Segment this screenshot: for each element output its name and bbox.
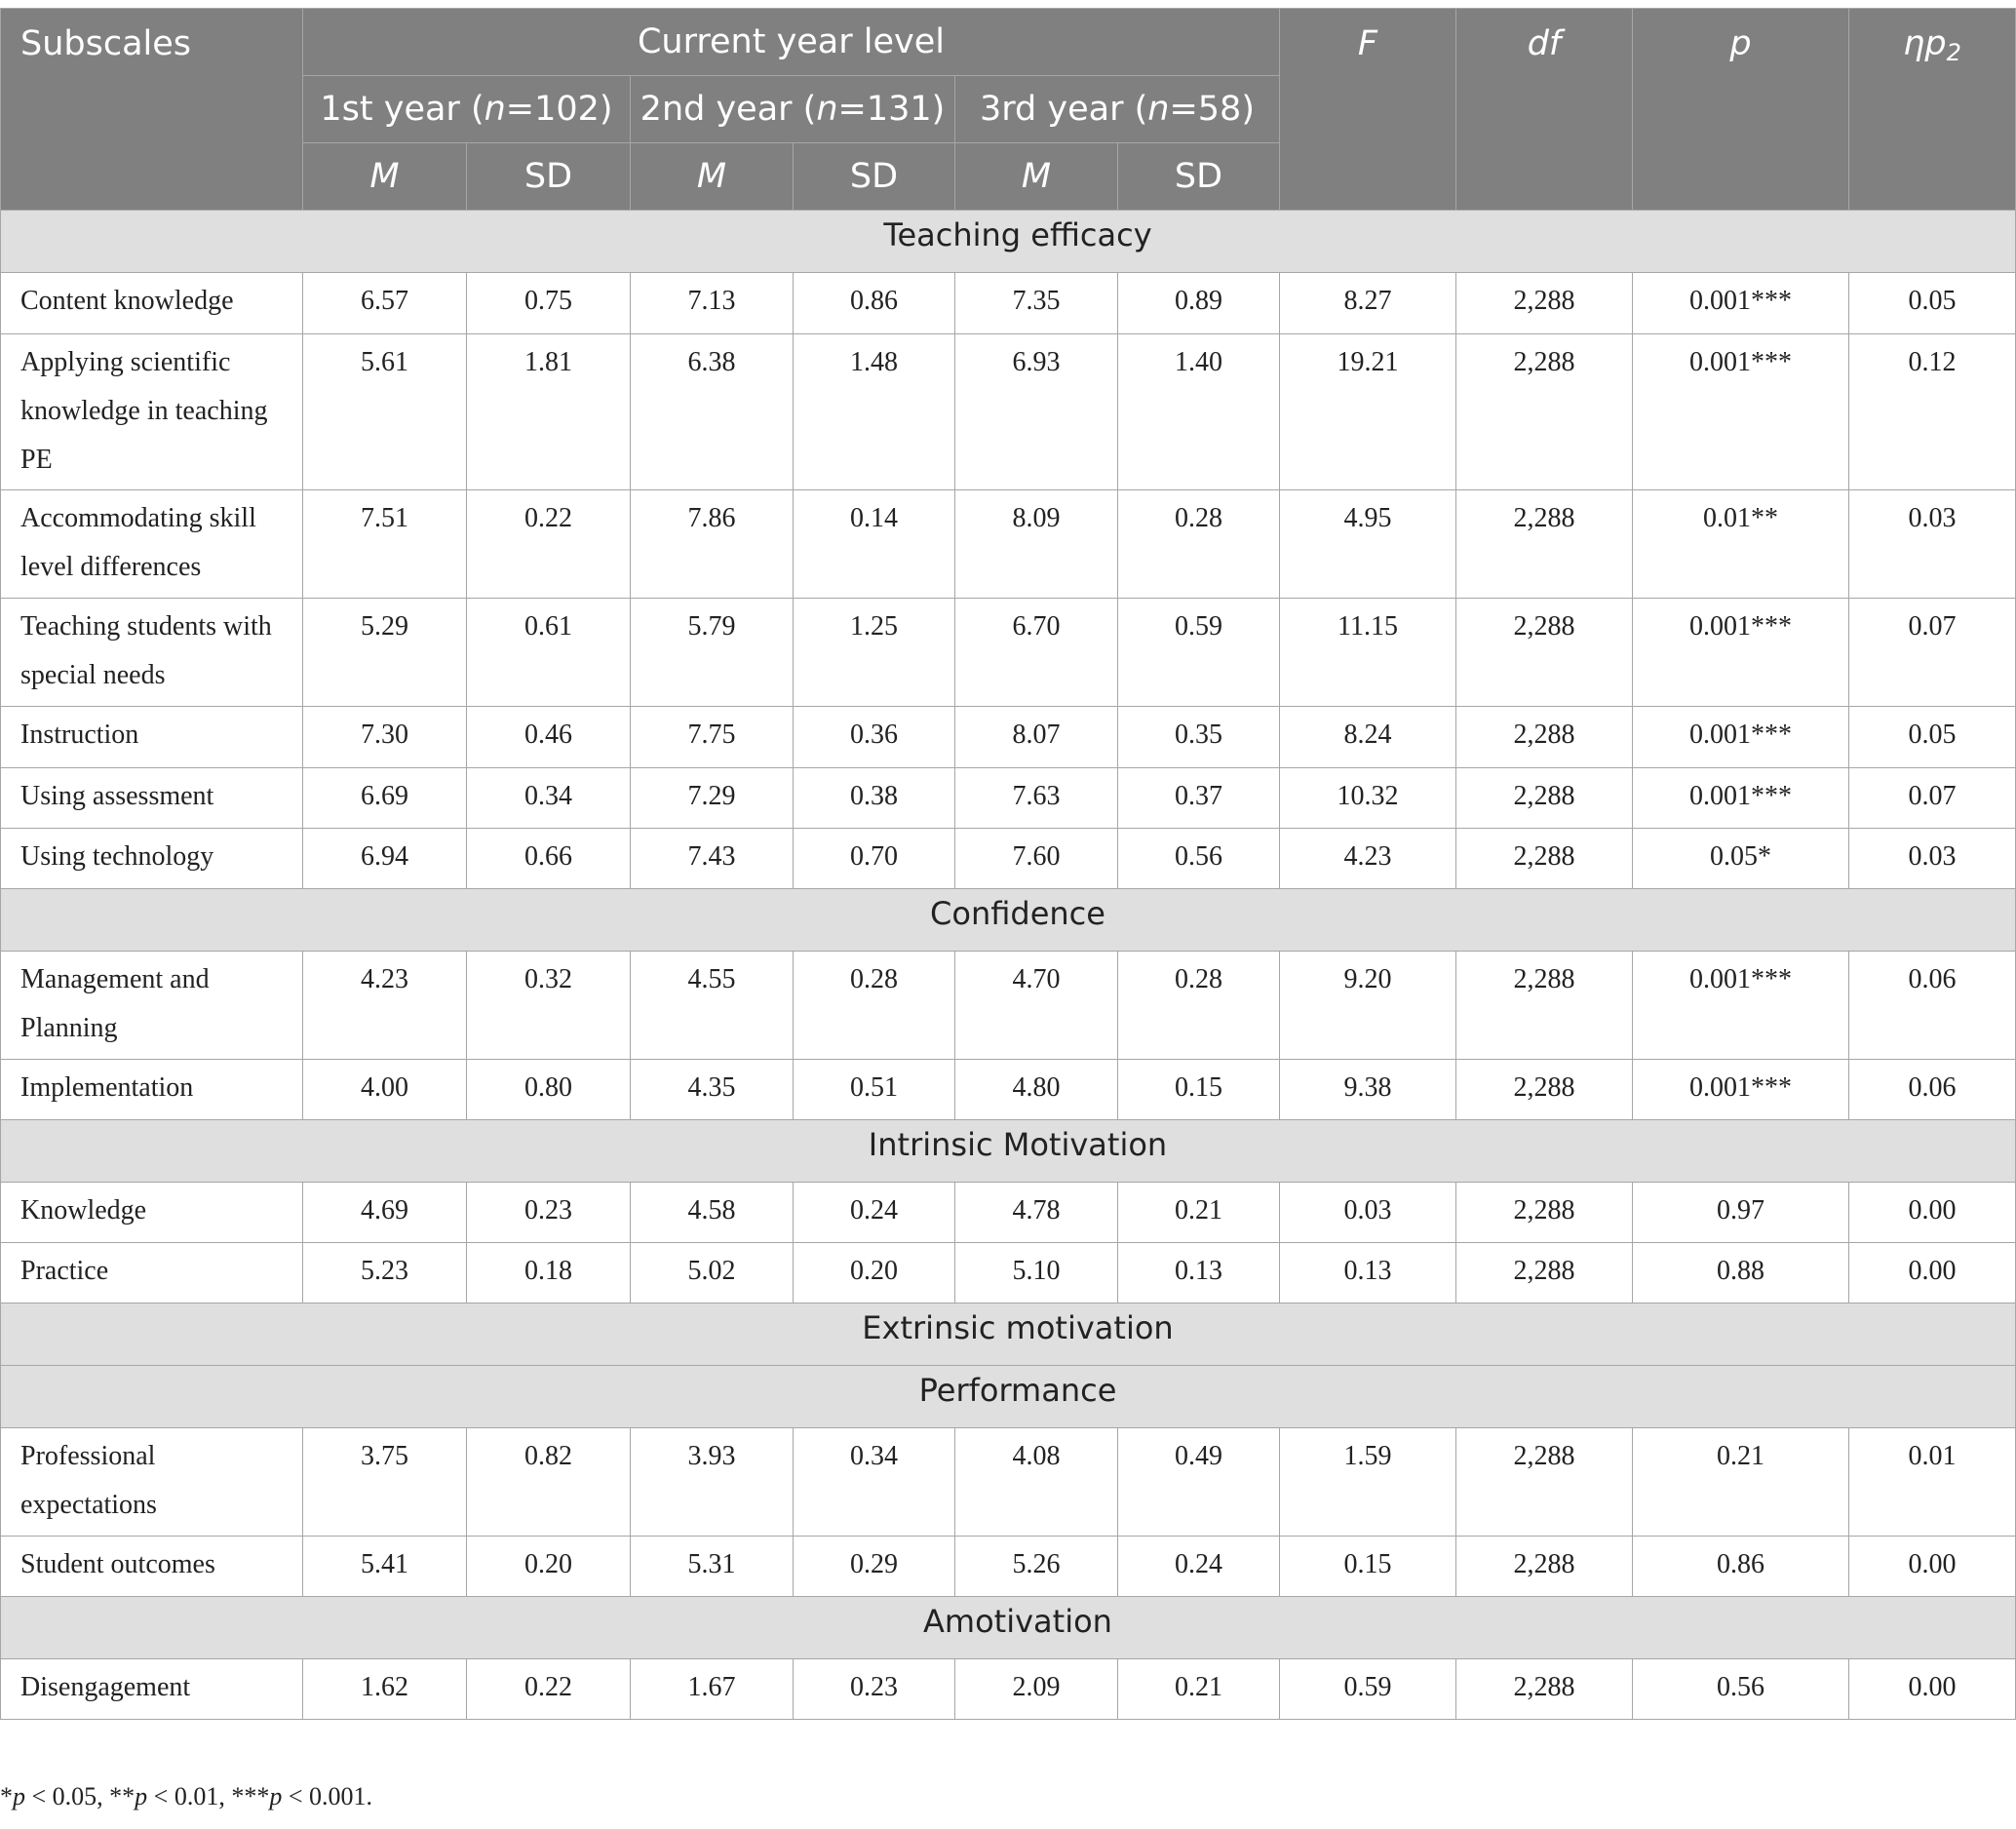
- table-row: [1, 707, 2016, 768]
- year-1-header: 1st year (n=102): [303, 76, 631, 143]
- table-cell: 0.18: [467, 1243, 631, 1304]
- table-row: [1, 1183, 2016, 1243]
- table-row: [1, 273, 2016, 334]
- table-cell: 7.63: [955, 768, 1118, 829]
- table-cell: 0.22: [467, 1659, 631, 1720]
- table-cell: 2,288: [1456, 768, 1633, 829]
- table-cell: 1.40: [1118, 334, 1280, 490]
- table-cell: 0.24: [1118, 1537, 1280, 1597]
- table-cell: 0.22: [467, 490, 631, 599]
- table-row: [1, 829, 2016, 889]
- table-cell: 7.86: [631, 490, 794, 599]
- table-cell: 2,288: [1456, 1428, 1633, 1537]
- table-cell: 1.62: [303, 1659, 467, 1720]
- table-cell: 0.21: [1633, 1428, 1849, 1537]
- table-cell: 0.37: [1118, 768, 1280, 829]
- section-title: Performance: [1, 1366, 2016, 1428]
- m-header: M: [955, 143, 1118, 211]
- table-cell: 4.35: [631, 1060, 794, 1120]
- row-label: Instruction: [1, 707, 303, 768]
- table-cell: 0.00: [1849, 1243, 2016, 1304]
- table-cell: 0.28: [1118, 952, 1280, 1060]
- section-row: [1, 1304, 2016, 1366]
- row-label: Practice: [1, 1243, 303, 1304]
- current-year-level-header: Current year level: [303, 9, 1280, 76]
- table-cell: 11.15: [1280, 599, 1456, 707]
- table-cell: 3.75: [303, 1428, 467, 1537]
- table-cell: 0.75: [467, 273, 631, 334]
- table-cell: 0.56: [1118, 829, 1280, 889]
- table-cell: 9.20: [1280, 952, 1456, 1060]
- table-cell: 0.36: [794, 707, 955, 768]
- row-label: Knowledge: [1, 1183, 303, 1243]
- row-label: Disengagement: [1, 1659, 303, 1720]
- table-row: [1, 599, 2016, 707]
- table-cell: 4.70: [955, 952, 1118, 1060]
- table-cell: 0.59: [1280, 1659, 1456, 1720]
- table-cell: 0.86: [1633, 1537, 1849, 1597]
- row-label: Using technology: [1, 829, 303, 889]
- table-cell: 0.29: [794, 1537, 955, 1597]
- table-cell: 7.75: [631, 707, 794, 768]
- row-label: Student outcomes: [1, 1537, 303, 1597]
- table-cell: 7.13: [631, 273, 794, 334]
- table-cell: 0.03: [1849, 829, 2016, 889]
- row-label: Content knowledge: [1, 273, 303, 334]
- df-header: df: [1456, 9, 1633, 211]
- table-cell: 6.70: [955, 599, 1118, 707]
- table-cell: 0.05: [1849, 707, 2016, 768]
- footnote-part: *: [0, 1782, 13, 1810]
- table-cell: 0.01**: [1633, 490, 1849, 599]
- table-cell: 0.28: [1118, 490, 1280, 599]
- table-cell: 0.28: [794, 952, 955, 1060]
- table-cell: 2,288: [1456, 952, 1633, 1060]
- table-cell: 0.32: [467, 952, 631, 1060]
- table-row: [1, 490, 2016, 599]
- table-cell: 4.23: [1280, 829, 1456, 889]
- table-cell: 4.58: [631, 1183, 794, 1243]
- table-cell: 0.001***: [1633, 707, 1849, 768]
- row-label: Professional expectations: [1, 1428, 303, 1537]
- table-cell: 0.66: [467, 829, 631, 889]
- table-cell: 0.15: [1280, 1537, 1456, 1597]
- m-header: M: [303, 143, 467, 211]
- table-cell: 8.09: [955, 490, 1118, 599]
- table-cell: 2,288: [1456, 334, 1633, 490]
- year-2-header: 2nd year (n=131): [631, 76, 955, 143]
- table-cell: 5.79: [631, 599, 794, 707]
- table-cell: 9.38: [1280, 1060, 1456, 1120]
- section-title: Confidence: [1, 889, 2016, 952]
- table-cell: 0.05*: [1633, 829, 1849, 889]
- row-label: Accommodating skill level differences: [1, 490, 303, 599]
- table-cell: 0.97: [1633, 1183, 1849, 1243]
- table-cell: 0.51: [794, 1060, 955, 1120]
- table-cell: 8.24: [1280, 707, 1456, 768]
- table-cell: 0.34: [467, 768, 631, 829]
- table-cell: 1.25: [794, 599, 955, 707]
- table-cell: 0.07: [1849, 599, 2016, 707]
- footnote-part: < 0.001.: [282, 1782, 373, 1810]
- table-cell: 0.05: [1849, 273, 2016, 334]
- f-header: F: [1280, 9, 1456, 211]
- table-cell: 7.60: [955, 829, 1118, 889]
- table-row: [1, 1243, 2016, 1304]
- table-cell: 5.29: [303, 599, 467, 707]
- table-cell: 0.15: [1118, 1060, 1280, 1120]
- table-cell: 0.88: [1633, 1243, 1849, 1304]
- section-title: Extrinsic motivation: [1, 1304, 2016, 1366]
- table-cell: 5.02: [631, 1243, 794, 1304]
- table-cell: 2,288: [1456, 1659, 1633, 1720]
- table-cell: 8.27: [1280, 273, 1456, 334]
- m-header: M: [631, 143, 794, 211]
- row-label: Implementation: [1, 1060, 303, 1120]
- footnote-part: p: [13, 1782, 25, 1810]
- table-cell: 0.61: [467, 599, 631, 707]
- table-cell: 1.48: [794, 334, 955, 490]
- table-cell: 0.001***: [1633, 599, 1849, 707]
- table-cell: 0.82: [467, 1428, 631, 1537]
- footnote-part: p: [135, 1782, 148, 1810]
- year-3-header: 3rd year (n=58): [955, 76, 1280, 143]
- table-cell: 1.81: [467, 334, 631, 490]
- table-cell: 0.46: [467, 707, 631, 768]
- table-cell: 5.61: [303, 334, 467, 490]
- footnote-part: p: [269, 1782, 283, 1810]
- table-cell: 5.10: [955, 1243, 1118, 1304]
- table-cell: 0.20: [794, 1243, 955, 1304]
- table-cell: 0.23: [467, 1183, 631, 1243]
- table-cell: 2,288: [1456, 490, 1633, 599]
- table-cell: 0.06: [1849, 1060, 2016, 1120]
- table-cell: 0.001***: [1633, 952, 1849, 1060]
- table-cell: 5.23: [303, 1243, 467, 1304]
- row-label: Management and Planning: [1, 952, 303, 1060]
- section-row: [1, 1120, 2016, 1183]
- table-cell: 5.31: [631, 1537, 794, 1597]
- table-cell: 2,288: [1456, 273, 1633, 334]
- table-cell: 2,288: [1456, 599, 1633, 707]
- table-row: [1, 1659, 2016, 1720]
- table-cell: 2,288: [1456, 1537, 1633, 1597]
- sd-header: SD: [794, 143, 955, 211]
- table-cell: 4.08: [955, 1428, 1118, 1537]
- table-cell: 19.21: [1280, 334, 1456, 490]
- table-cell: 2,288: [1456, 1243, 1633, 1304]
- row-label: Using assessment: [1, 768, 303, 829]
- section-title: Teaching efficacy: [1, 211, 2016, 273]
- table-cell: 0.21: [1118, 1183, 1280, 1243]
- table-footnote: [0, 1782, 372, 1811]
- table-cell: 4.55: [631, 952, 794, 1060]
- table-cell: 5.41: [303, 1537, 467, 1597]
- table-cell: 0.56: [1633, 1659, 1849, 1720]
- table-cell: 0.001***: [1633, 273, 1849, 334]
- table-cell: 8.07: [955, 707, 1118, 768]
- p-header: p: [1633, 9, 1849, 211]
- table-cell: 0.00: [1849, 1659, 2016, 1720]
- footnote-part: < 0.05, **: [25, 1782, 136, 1810]
- table-cell: 0.001***: [1633, 334, 1849, 490]
- table-row: [1, 1537, 2016, 1597]
- section-title: Intrinsic Motivation: [1, 1120, 2016, 1183]
- table-cell: 7.30: [303, 707, 467, 768]
- table-cell: 6.94: [303, 829, 467, 889]
- table-cell: 2,288: [1456, 1183, 1633, 1243]
- table-cell: 4.23: [303, 952, 467, 1060]
- table-row: [1, 1428, 2016, 1537]
- table-cell: 7.43: [631, 829, 794, 889]
- table-cell: 1.59: [1280, 1428, 1456, 1537]
- table-cell: 0.80: [467, 1060, 631, 1120]
- table-cell: 0.70: [794, 829, 955, 889]
- table-row: [1, 768, 2016, 829]
- table-cell: 6.69: [303, 768, 467, 829]
- table-cell: 6.93: [955, 334, 1118, 490]
- table-cell: 4.78: [955, 1183, 1118, 1243]
- table-cell: 0.35: [1118, 707, 1280, 768]
- table-cell: 0.49: [1118, 1428, 1280, 1537]
- table-cell: 1.67: [631, 1659, 794, 1720]
- table-cell: 0.03: [1849, 490, 2016, 599]
- table-cell: 5.26: [955, 1537, 1118, 1597]
- table-cell: 0.23: [794, 1659, 955, 1720]
- table-cell: 7.51: [303, 490, 467, 599]
- table-cell: 0.00: [1849, 1537, 2016, 1597]
- section-row: [1, 1366, 2016, 1428]
- table-cell: 4.00: [303, 1060, 467, 1120]
- table-cell: 4.95: [1280, 490, 1456, 599]
- section-title: Amotivation: [1, 1597, 2016, 1659]
- section-row: [1, 889, 2016, 952]
- table-cell: 0.86: [794, 273, 955, 334]
- table-cell: 2,288: [1456, 829, 1633, 889]
- row-label: Teaching students with special needs: [1, 599, 303, 707]
- table-cell: 6.38: [631, 334, 794, 490]
- table-container: [0, 8, 2016, 1720]
- footnote-part: < 0.01, ***: [147, 1782, 270, 1810]
- table-cell: 0.001***: [1633, 1060, 1849, 1120]
- table-cell: 0.13: [1118, 1243, 1280, 1304]
- table-cell: 0.34: [794, 1428, 955, 1537]
- table-cell: 3.93: [631, 1428, 794, 1537]
- table-cell: 0.38: [794, 768, 955, 829]
- table-cell: 2,288: [1456, 1060, 1633, 1120]
- subscales-header: Subscales: [1, 9, 303, 211]
- table-cell: 0.14: [794, 490, 955, 599]
- row-label: Applying scientific knowledge in teaching PE: [1, 334, 303, 490]
- table-row: [1, 1060, 2016, 1120]
- sd-header: SD: [1118, 143, 1280, 211]
- table-cell: 0.89: [1118, 273, 1280, 334]
- sd-header: SD: [467, 143, 631, 211]
- table-cell: 7.29: [631, 768, 794, 829]
- table-cell: 0.20: [467, 1537, 631, 1597]
- table-cell: 10.32: [1280, 768, 1456, 829]
- eta-header: $\eta p_2$: [1849, 9, 2016, 211]
- table-cell: 6.57: [303, 273, 467, 334]
- table-cell: 0.001***: [1633, 768, 1849, 829]
- table-cell: 0.03: [1280, 1183, 1456, 1243]
- section-row: [1, 1597, 2016, 1659]
- table-cell: 0.01: [1849, 1428, 2016, 1537]
- table-row: [1, 334, 2016, 490]
- table-cell: 0.06: [1849, 952, 2016, 1060]
- table-cell: 0.13: [1280, 1243, 1456, 1304]
- table-cell: 4.80: [955, 1060, 1118, 1120]
- table-cell: 2,288: [1456, 707, 1633, 768]
- table-row: [1, 952, 2016, 1060]
- table-cell: 2.09: [955, 1659, 1118, 1720]
- table-cell: 0.07: [1849, 768, 2016, 829]
- table-header: [1, 9, 2016, 211]
- table-cell: 0.21: [1118, 1659, 1280, 1720]
- table-cell: 0.12: [1849, 334, 2016, 490]
- table-cell: 0.00: [1849, 1183, 2016, 1243]
- table-cell: 0.24: [794, 1183, 955, 1243]
- section-row: [1, 211, 2016, 273]
- results-table: [0, 8, 2016, 1720]
- table-cell: 0.59: [1118, 599, 1280, 707]
- table-body: [1, 211, 2016, 1720]
- table-cell: 7.35: [955, 273, 1118, 334]
- table-cell: 4.69: [303, 1183, 467, 1243]
